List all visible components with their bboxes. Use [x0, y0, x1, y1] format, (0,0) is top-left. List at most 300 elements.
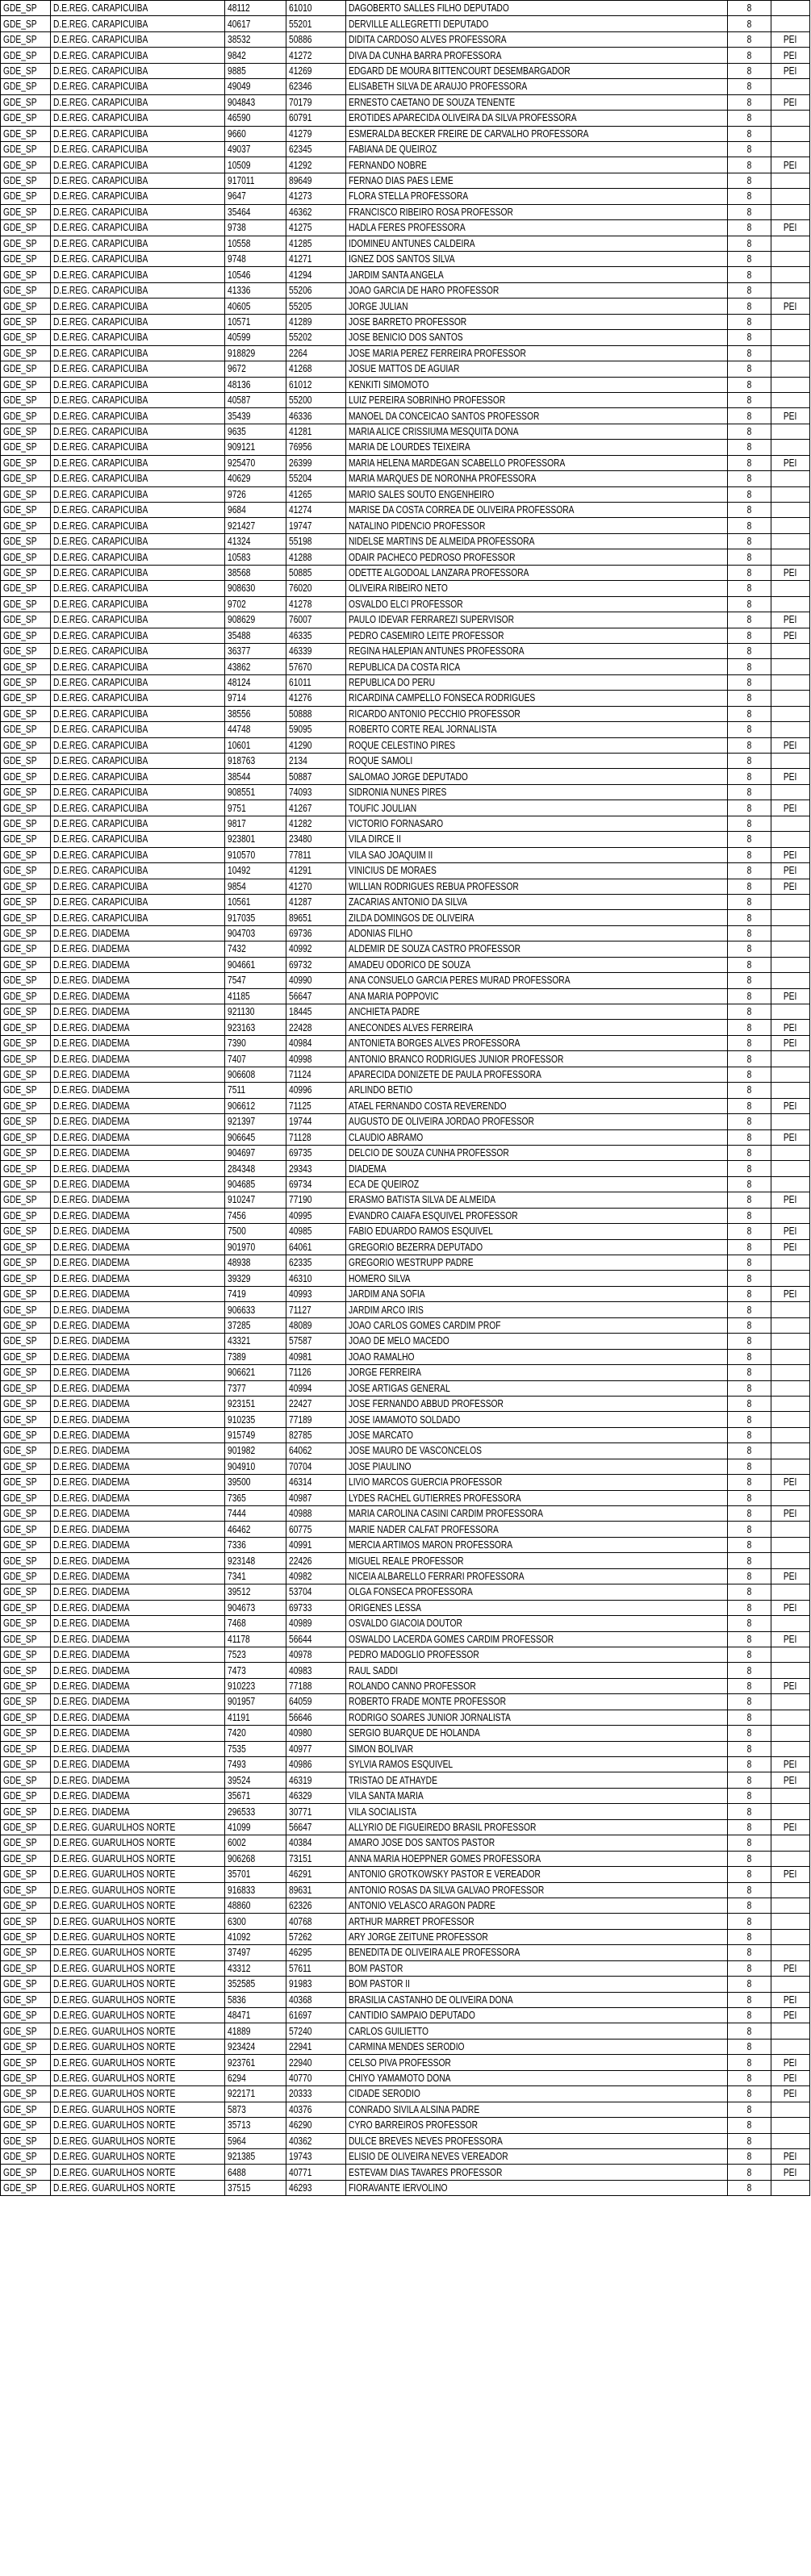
- value-cell: 8: [728, 1239, 771, 1255]
- school-code-cell: 9854: [225, 879, 286, 894]
- cie-code-cell: 50888: [286, 706, 346, 721]
- school-code-cell: 41099: [225, 1819, 286, 1835]
- school-code-cell: 10546: [225, 267, 286, 282]
- table-row: [1, 1239, 810, 1255]
- value-cell: 8: [728, 1819, 771, 1835]
- regional-directorate-cell: D.E.REG. CARAPICUIBA: [51, 94, 225, 110]
- school-code-cell: 40587: [225, 392, 286, 407]
- program-cell: [771, 1271, 810, 1286]
- cie-code-cell: 69735: [286, 1145, 346, 1160]
- school-code-cell: 7468: [225, 1616, 286, 1631]
- table-row: [1, 236, 810, 251]
- network-cell: GDE_SP: [1, 691, 51, 706]
- table-row: [1, 1741, 810, 1756]
- school-name-cell: ANTONIETA BORGES ALVES PROFESSORA: [346, 1035, 728, 1050]
- network-cell: GDE_SP: [1, 533, 51, 549]
- cie-code-cell: 40989: [286, 1616, 346, 1631]
- value-cell: 8: [728, 111, 771, 126]
- regional-directorate-cell: D.E.REG. CARAPICUIBA: [51, 863, 225, 879]
- program-cell: [771, 1051, 810, 1067]
- cie-code-cell: 55204: [286, 471, 346, 486]
- program-cell: [771, 79, 810, 94]
- cie-code-cell: 40977: [286, 1741, 346, 1756]
- program-cell: [771, 1443, 810, 1459]
- table-row: [1, 2102, 810, 2117]
- school-name-cell: CYRO BARREIROS PROFESSOR: [346, 2118, 728, 2133]
- network-cell: GDE_SP: [1, 1020, 51, 1035]
- program-cell: [771, 1083, 810, 1098]
- program-cell: [771, 832, 810, 847]
- table-row: [1, 769, 810, 784]
- table-row: [1, 518, 810, 533]
- regional-directorate-cell: D.E.REG. DIADEMA: [51, 1051, 225, 1067]
- network-cell: GDE_SP: [1, 1051, 51, 1067]
- school-code-cell: 7420: [225, 1726, 286, 1741]
- table-row: [1, 1568, 810, 1584]
- regional-directorate-cell: D.E.REG. DIADEMA: [51, 1129, 225, 1145]
- cie-code-cell: 22427: [286, 1396, 346, 1411]
- value-cell: 8: [728, 1914, 771, 1929]
- network-cell: GDE_SP: [1, 1224, 51, 1239]
- network-cell: GDE_SP: [1, 596, 51, 612]
- value-cell: 8: [728, 2070, 771, 2085]
- cie-code-cell: 20333: [286, 2086, 346, 2102]
- value-cell: 8: [728, 925, 771, 941]
- program-cell: [771, 894, 810, 909]
- school-name-cell: MANOEL DA CONCEICAO SANTOS PROFESSOR: [346, 408, 728, 424]
- program-cell: PEI: [771, 94, 810, 110]
- table-row: [1, 1663, 810, 1678]
- school-name-cell: ROQUE CELESTINO PIRES: [346, 737, 728, 753]
- value-cell: 8: [728, 2023, 771, 2039]
- cie-code-cell: 71126: [286, 1365, 346, 1380]
- table-row: [1, 800, 810, 816]
- table-row: [1, 1, 810, 16]
- school-name-cell: JOAO CARLOS GOMES CARDIM PROF: [346, 1317, 728, 1333]
- school-code-cell: 41178: [225, 1631, 286, 1647]
- network-cell: GDE_SP: [1, 612, 51, 628]
- table-row: [1, 1145, 810, 1160]
- school-name-cell: AMADEU ODORICO DE SOUZA: [346, 957, 728, 972]
- school-code-cell: 7456: [225, 1208, 286, 1223]
- value-cell: 8: [728, 1726, 771, 1741]
- school-name-cell: ESMERALDA BECKER FREIRE DE CARVALHO PROFESSORA: [346, 126, 728, 141]
- cie-code-cell: 77189: [286, 1412, 346, 1427]
- value-cell: 8: [728, 189, 771, 204]
- school-name-cell: NICEIA ALBARELLO FERRARI PROFESSORA: [346, 1568, 728, 1584]
- network-cell: GDE_SP: [1, 863, 51, 879]
- school-code-cell: 7336: [225, 1537, 286, 1552]
- school-code-cell: 10561: [225, 894, 286, 909]
- cie-code-cell: 76020: [286, 581, 346, 596]
- value-cell: 8: [728, 1694, 771, 1710]
- value-cell: 8: [728, 1145, 771, 1160]
- program-cell: [771, 1788, 810, 1803]
- table-row: [1, 1522, 810, 1537]
- school-code-cell: 40599: [225, 330, 286, 345]
- regional-directorate-cell: D.E.REG. GUARULHOS NORTE: [51, 2008, 225, 2023]
- value-cell: 8: [728, 1757, 771, 1772]
- regional-directorate-cell: D.E.REG. DIADEMA: [51, 1255, 225, 1271]
- table-row: [1, 2148, 810, 2164]
- value-cell: 8: [728, 455, 771, 470]
- program-cell: [771, 2039, 810, 2054]
- value-cell: 8: [728, 941, 771, 957]
- value-cell: 8: [728, 737, 771, 753]
- school-name-cell: OSWALDO LACERDA GOMES CARDIM PROFESSOR: [346, 1631, 728, 1647]
- regional-directorate-cell: D.E.REG. CARAPICUIBA: [51, 408, 225, 424]
- cie-code-cell: 41272: [286, 48, 346, 63]
- program-cell: [771, 706, 810, 721]
- program-cell: [771, 471, 810, 486]
- program-cell: [771, 267, 810, 282]
- regional-directorate-cell: D.E.REG. CARAPICUIBA: [51, 910, 225, 925]
- regional-directorate-cell: D.E.REG. DIADEMA: [51, 1412, 225, 1427]
- cie-code-cell: 56647: [286, 1819, 346, 1835]
- cie-code-cell: 40362: [286, 2133, 346, 2148]
- value-cell: 8: [728, 1568, 771, 1584]
- regional-directorate-cell: D.E.REG. CARAPICUIBA: [51, 832, 225, 847]
- value-cell: 8: [728, 1192, 771, 1208]
- cie-code-cell: 41269: [286, 63, 346, 78]
- value-cell: 8: [728, 1098, 771, 1113]
- program-cell: PEI: [771, 1568, 810, 1584]
- regional-directorate-cell: D.E.REG. DIADEMA: [51, 1208, 225, 1223]
- program-cell: PEI: [771, 1867, 810, 1882]
- network-cell: GDE_SP: [1, 173, 51, 188]
- value-cell: 8: [728, 1929, 771, 1944]
- regional-directorate-cell: D.E.REG. CARAPICUIBA: [51, 691, 225, 706]
- regional-directorate-cell: D.E.REG. DIADEMA: [51, 1396, 225, 1411]
- regional-directorate-cell: D.E.REG. DIADEMA: [51, 1380, 225, 1396]
- value-cell: 8: [728, 1317, 771, 1333]
- school-code-cell: 9672: [225, 361, 286, 377]
- value-cell: 8: [728, 2133, 771, 2148]
- school-code-cell: 9684: [225, 503, 286, 518]
- program-cell: [771, 691, 810, 706]
- network-cell: GDE_SP: [1, 1616, 51, 1631]
- regional-directorate-cell: D.E.REG. GUARULHOS NORTE: [51, 1898, 225, 1913]
- school-code-cell: 7432: [225, 941, 286, 957]
- network-cell: GDE_SP: [1, 1663, 51, 1678]
- school-name-cell: VINICIUS DE MORAES: [346, 863, 728, 879]
- table-row: [1, 392, 810, 407]
- network-cell: GDE_SP: [1, 1161, 51, 1176]
- school-code-cell: 41191: [225, 1710, 286, 1725]
- network-cell: GDE_SP: [1, 48, 51, 63]
- school-name-cell: ERNESTO CAETANO DE SOUZA TENENTE: [346, 94, 728, 110]
- table-row: [1, 1960, 810, 1976]
- network-cell: GDE_SP: [1, 1317, 51, 1333]
- value-cell: 8: [728, 126, 771, 141]
- program-cell: [771, 1914, 810, 1929]
- network-cell: GDE_SP: [1, 894, 51, 909]
- regional-directorate-cell: D.E.REG. DIADEMA: [51, 1568, 225, 1584]
- program-cell: [771, 1977, 810, 1992]
- cie-code-cell: 22426: [286, 1553, 346, 1568]
- table-row: [1, 440, 810, 455]
- school-name-cell: ODAIR PACHECO PEDROSO PROFESSOR: [346, 549, 728, 565]
- table-row: [1, 1255, 810, 1271]
- value-cell: 8: [728, 2180, 771, 2195]
- value-cell: 8: [728, 503, 771, 518]
- regional-directorate-cell: D.E.REG. CARAPICUIBA: [51, 596, 225, 612]
- regional-directorate-cell: D.E.REG. CARAPICUIBA: [51, 471, 225, 486]
- regional-directorate-cell: D.E.REG. DIADEMA: [51, 1553, 225, 1568]
- program-cell: [771, 1412, 810, 1427]
- school-code-cell: 916833: [225, 1882, 286, 1898]
- network-cell: GDE_SP: [1, 79, 51, 94]
- cie-code-cell: 22941: [286, 2039, 346, 2054]
- table-row: [1, 1977, 810, 1992]
- cie-code-cell: 55205: [286, 299, 346, 314]
- regional-directorate-cell: D.E.REG. CARAPICUIBA: [51, 737, 225, 753]
- cie-code-cell: 74093: [286, 784, 346, 800]
- school-name-cell: BRASILIA CASTANHO DE OLIVEIRA DONA: [346, 1992, 728, 2007]
- school-name-cell: ROLANDO CANNO PROFESSOR: [346, 1678, 728, 1693]
- network-cell: GDE_SP: [1, 1694, 51, 1710]
- regional-directorate-cell: D.E.REG. CARAPICUIBA: [51, 126, 225, 141]
- cie-code-cell: 69734: [286, 1176, 346, 1192]
- school-name-cell: OLIVEIRA RIBEIRO NETO: [346, 581, 728, 596]
- school-name-cell: JOSE IAMAMOTO SOLDADO: [346, 1412, 728, 1427]
- table-row: [1, 16, 810, 31]
- value-cell: 8: [728, 440, 771, 455]
- school-name-cell: FIORAVANTE IERVOLINO: [346, 2180, 728, 2195]
- school-code-cell: 296533: [225, 1804, 286, 1819]
- school-code-cell: 10601: [225, 737, 286, 753]
- table-row: [1, 79, 810, 94]
- program-cell: [771, 204, 810, 219]
- program-cell: [771, 910, 810, 925]
- table-row: [1, 173, 810, 188]
- regional-directorate-cell: D.E.REG. DIADEMA: [51, 1271, 225, 1286]
- program-cell: PEI: [771, 847, 810, 862]
- regional-directorate-cell: D.E.REG. CARAPICUIBA: [51, 392, 225, 407]
- school-code-cell: 923151: [225, 1396, 286, 1411]
- regional-directorate-cell: D.E.REG. CARAPICUIBA: [51, 518, 225, 533]
- table-row: [1, 267, 810, 282]
- value-cell: 8: [728, 1114, 771, 1129]
- regional-directorate-cell: D.E.REG. GUARULHOS NORTE: [51, 1929, 225, 1944]
- school-code-cell: 40605: [225, 299, 286, 314]
- school-code-cell: 6300: [225, 1914, 286, 1929]
- cie-code-cell: 64062: [286, 1443, 346, 1459]
- table-row: [1, 2118, 810, 2133]
- school-code-cell: 7493: [225, 1757, 286, 1772]
- program-cell: [771, 1726, 810, 1741]
- table-row: [1, 377, 810, 392]
- school-name-cell: ANTONIO BRANCO RODRIGUES JUNIOR PROFESSOR: [346, 1051, 728, 1067]
- regional-directorate-cell: D.E.REG. CARAPICUIBA: [51, 754, 225, 769]
- school-code-cell: 906633: [225, 1302, 286, 1317]
- table-row: [1, 1914, 810, 1929]
- school-code-cell: 43312: [225, 1960, 286, 1976]
- school-name-cell: OSVALDO ELCI PROFESSOR: [346, 596, 728, 612]
- regional-directorate-cell: D.E.REG. DIADEMA: [51, 1772, 225, 1788]
- network-cell: GDE_SP: [1, 1475, 51, 1490]
- regional-directorate-cell: D.E.REG. CARAPICUIBA: [51, 299, 225, 314]
- table-row: [1, 1098, 810, 1113]
- cie-code-cell: 71124: [286, 1067, 346, 1082]
- program-cell: PEI: [771, 299, 810, 314]
- cie-code-cell: 41288: [286, 549, 346, 565]
- network-cell: GDE_SP: [1, 1741, 51, 1756]
- regional-directorate-cell: D.E.REG. CARAPICUIBA: [51, 204, 225, 219]
- program-cell: [771, 1741, 810, 1756]
- value-cell: 8: [728, 1396, 771, 1411]
- program-cell: [771, 533, 810, 549]
- cie-code-cell: 41292: [286, 157, 346, 173]
- network-cell: GDE_SP: [1, 486, 51, 502]
- school-code-cell: 9842: [225, 48, 286, 63]
- program-cell: PEI: [771, 157, 810, 173]
- regional-directorate-cell: D.E.REG. CARAPICUIBA: [51, 533, 225, 549]
- school-code-cell: 35713: [225, 2118, 286, 2133]
- school-code-cell: 10492: [225, 863, 286, 879]
- network-cell: GDE_SP: [1, 408, 51, 424]
- network-cell: GDE_SP: [1, 1083, 51, 1098]
- program-cell: PEI: [771, 1475, 810, 1490]
- regional-directorate-cell: D.E.REG. CARAPICUIBA: [51, 361, 225, 377]
- school-name-cell: ARY JORGE ZEITUNE PROFESSOR: [346, 1929, 728, 1944]
- cie-code-cell: 76956: [286, 440, 346, 455]
- table-row: [1, 220, 810, 236]
- program-cell: [771, 941, 810, 957]
- cie-code-cell: 41275: [286, 220, 346, 236]
- program-cell: PEI: [771, 2008, 810, 2023]
- school-name-cell: ADONIAS FILHO: [346, 925, 728, 941]
- network-cell: GDE_SP: [1, 1631, 51, 1647]
- school-code-cell: 38544: [225, 769, 286, 784]
- program-cell: [771, 973, 810, 988]
- school-name-cell: OSVALDO GIACOIA DOUTOR: [346, 1616, 728, 1631]
- cie-code-cell: 55206: [286, 282, 346, 298]
- program-cell: PEI: [771, 769, 810, 784]
- school-name-cell: RODRIGO SOARES JUNIOR JORNALISTA: [346, 1710, 728, 1725]
- cie-code-cell: 82785: [286, 1427, 346, 1442]
- program-cell: PEI: [771, 612, 810, 628]
- school-name-cell: AMARO JOSE DOS SANTOS PASTOR: [346, 1835, 728, 1851]
- value-cell: 8: [728, 1067, 771, 1082]
- school-name-cell: EROTIDES APARECIDA OLIVEIRA DA SILVA PROFESSORA: [346, 111, 728, 126]
- school-code-cell: 910223: [225, 1678, 286, 1693]
- table-row: [1, 1114, 810, 1129]
- school-table-body: [1, 1, 810, 2196]
- regional-directorate-cell: D.E.REG. CARAPICUIBA: [51, 1, 225, 16]
- value-cell: 8: [728, 2008, 771, 2023]
- table-row: [1, 1726, 810, 1741]
- value-cell: 8: [728, 628, 771, 643]
- school-name-cell: JOSE PIAULINO: [346, 1459, 728, 1474]
- network-cell: GDE_SP: [1, 1929, 51, 1944]
- table-row: [1, 1867, 810, 1882]
- value-cell: 8: [728, 16, 771, 31]
- program-cell: PEI: [771, 1819, 810, 1835]
- cie-code-cell: 40987: [286, 1490, 346, 1505]
- regional-directorate-cell: D.E.REG. DIADEMA: [51, 1678, 225, 1693]
- table-row: [1, 2086, 810, 2102]
- school-name-cell: MARIO SALES SOUTO ENGENHEIRO: [346, 486, 728, 502]
- network-cell: GDE_SP: [1, 1522, 51, 1537]
- program-cell: [771, 173, 810, 188]
- school-code-cell: 9714: [225, 691, 286, 706]
- cie-code-cell: 53704: [286, 1584, 346, 1600]
- table-row: [1, 189, 810, 204]
- school-name-cell: SIDRONIA NUNES PIRES: [346, 784, 728, 800]
- regional-directorate-cell: D.E.REG. DIADEMA: [51, 1427, 225, 1442]
- school-code-cell: 40629: [225, 471, 286, 486]
- school-name-cell: ALLYRIO DE FIGUEIREDO BRASIL PROFESSOR: [346, 1819, 728, 1835]
- network-cell: GDE_SP: [1, 2070, 51, 2085]
- regional-directorate-cell: D.E.REG. CARAPICUIBA: [51, 894, 225, 909]
- program-cell: [771, 1882, 810, 1898]
- school-name-cell: JORGE FERREIRA: [346, 1365, 728, 1380]
- network-cell: GDE_SP: [1, 643, 51, 658]
- network-cell: GDE_SP: [1, 1992, 51, 2007]
- program-cell: PEI: [771, 455, 810, 470]
- regional-directorate-cell: D.E.REG. CARAPICUIBA: [51, 847, 225, 862]
- network-cell: GDE_SP: [1, 1678, 51, 1693]
- school-name-cell: LYDES RACHEL GUTIERRES PROFESSORA: [346, 1490, 728, 1505]
- table-row: [1, 408, 810, 424]
- school-name-cell: DIADEMA: [346, 1161, 728, 1176]
- value-cell: 8: [728, 612, 771, 628]
- regional-directorate-cell: D.E.REG. CARAPICUIBA: [51, 345, 225, 361]
- program-cell: [771, 2118, 810, 2133]
- school-code-cell: 7523: [225, 1647, 286, 1662]
- program-cell: [771, 1459, 810, 1474]
- program-cell: PEI: [771, 48, 810, 63]
- regional-directorate-cell: D.E.REG. DIADEMA: [51, 1757, 225, 1772]
- program-cell: [771, 1804, 810, 1819]
- table-row: [1, 722, 810, 737]
- network-cell: GDE_SP: [1, 879, 51, 894]
- school-code-cell: 7390: [225, 1035, 286, 1050]
- program-cell: [771, 16, 810, 31]
- cie-code-cell: 41276: [286, 691, 346, 706]
- value-cell: 8: [728, 1161, 771, 1176]
- network-cell: GDE_SP: [1, 737, 51, 753]
- regional-directorate-cell: D.E.REG. DIADEMA: [51, 1741, 225, 1756]
- school-code-cell: 7365: [225, 1490, 286, 1505]
- school-name-cell: EVANDRO CAIAFA ESQUIVEL PROFESSOR: [346, 1208, 728, 1223]
- network-cell: GDE_SP: [1, 1255, 51, 1271]
- program-cell: [771, 2180, 810, 2195]
- table-row: [1, 1882, 810, 1898]
- table-row: [1, 1945, 810, 1960]
- value-cell: 8: [728, 48, 771, 63]
- network-cell: GDE_SP: [1, 2180, 51, 2195]
- regional-directorate-cell: D.E.REG. GUARULHOS NORTE: [51, 1882, 225, 1898]
- network-cell: GDE_SP: [1, 988, 51, 1004]
- regional-directorate-cell: D.E.REG. DIADEMA: [51, 1584, 225, 1600]
- regional-directorate-cell: D.E.REG. DIADEMA: [51, 1145, 225, 1160]
- cie-code-cell: 18445: [286, 1004, 346, 1020]
- network-cell: GDE_SP: [1, 1553, 51, 1568]
- regional-directorate-cell: D.E.REG. DIADEMA: [51, 957, 225, 972]
- school-code-cell: 43862: [225, 659, 286, 674]
- value-cell: 8: [728, 1506, 771, 1522]
- cie-code-cell: 71125: [286, 1098, 346, 1113]
- table-row: [1, 1380, 810, 1396]
- network-cell: GDE_SP: [1, 1772, 51, 1788]
- value-cell: 8: [728, 1600, 771, 1615]
- value-cell: 8: [728, 1584, 771, 1600]
- network-cell: GDE_SP: [1, 2133, 51, 2148]
- regional-directorate-cell: D.E.REG. DIADEMA: [51, 1475, 225, 1490]
- program-cell: PEI: [771, 863, 810, 879]
